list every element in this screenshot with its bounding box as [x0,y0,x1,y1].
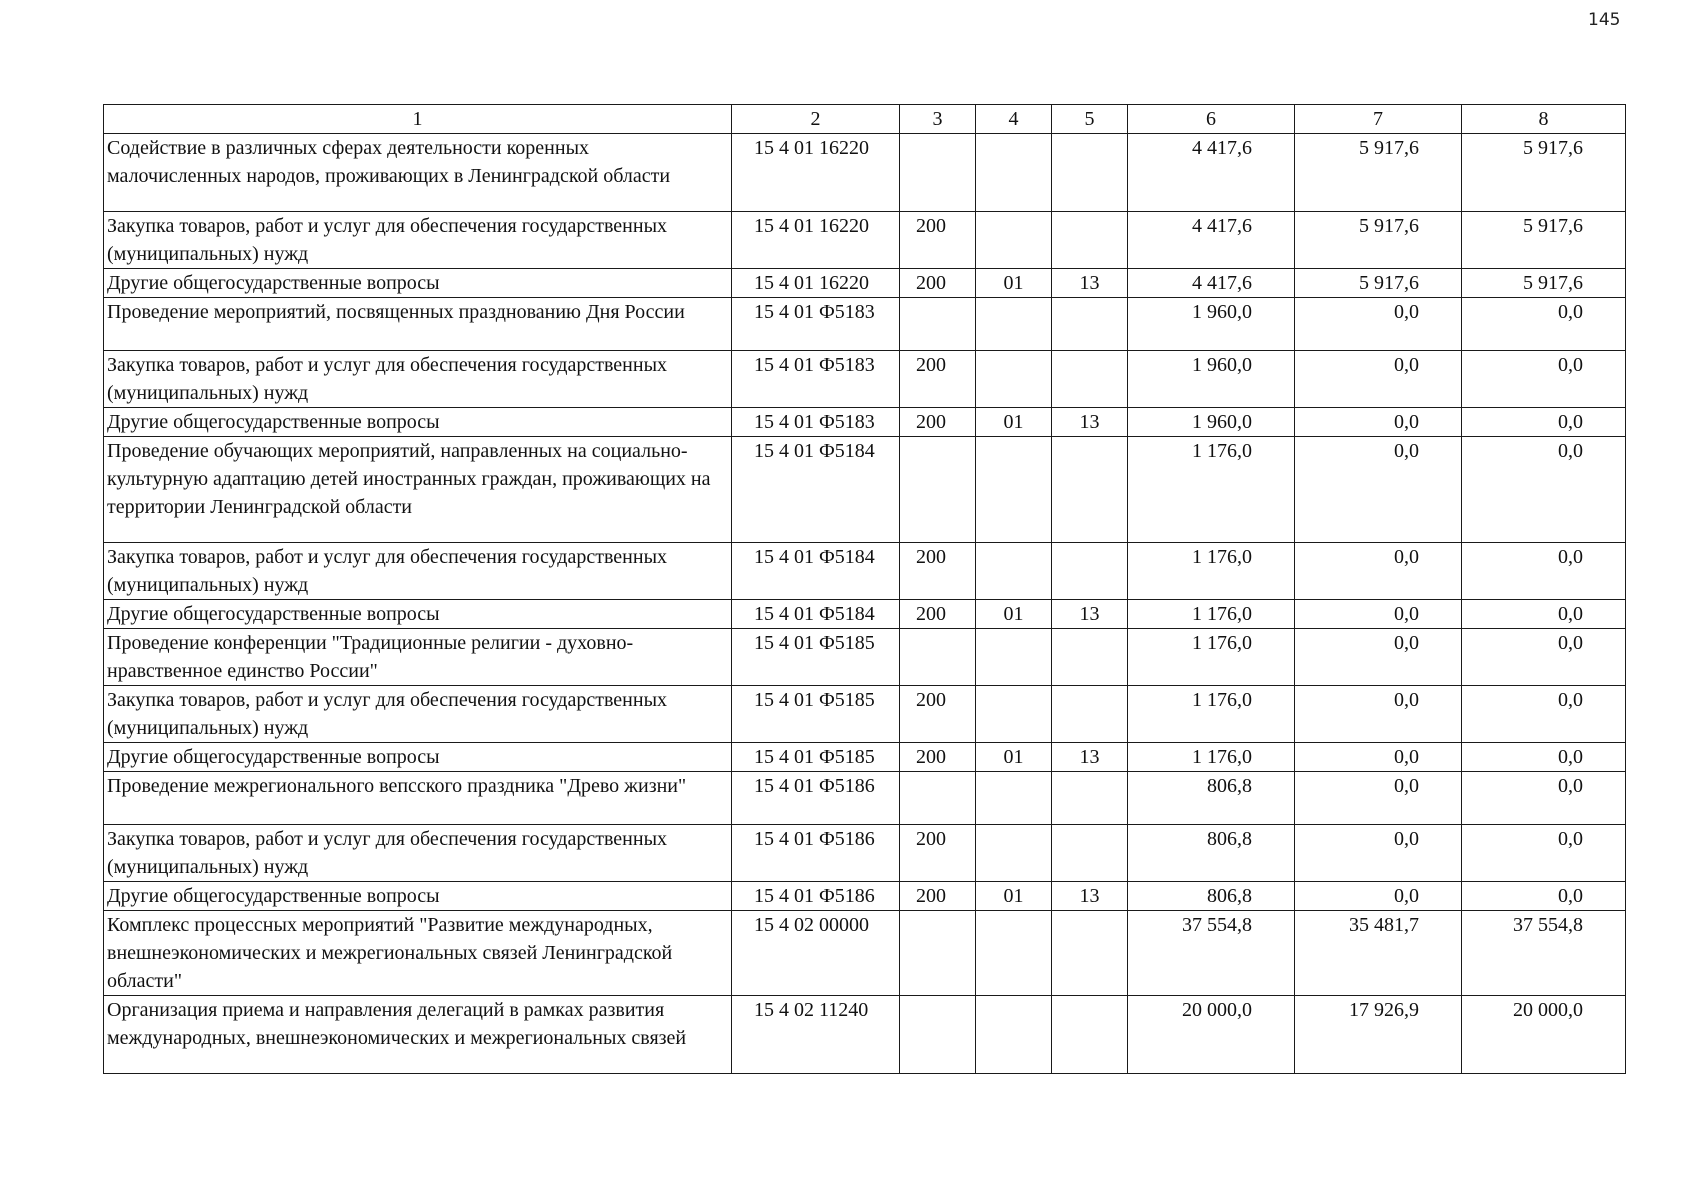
row-value-6-cell: 1 176,0 [1128,600,1295,629]
row-value-7-cell: 0,0 [1295,772,1462,825]
row-value-8-cell: 37 554,8 [1462,911,1626,996]
row-section-cell [976,825,1052,882]
row-vr-cell: 200 [900,825,976,882]
row-subsection-cell: 13 [1052,408,1128,437]
header-cell: 4 [976,105,1052,134]
row-section-cell [976,686,1052,743]
row-vr-cell: 200 [900,600,976,629]
row-value-8-cell: 0,0 [1462,743,1626,772]
row-value-8-cell: 0,0 [1462,600,1626,629]
row-name-cell: Проведение межрегионального вепсского праздника "Древо жизни" [104,772,732,825]
row-value-6-cell: 1 176,0 [1128,629,1295,686]
table-body [104,105,1626,1074]
table-row [104,996,1626,1074]
row-code-cell: 15 4 01 Ф5185 [732,629,900,686]
row-vr-cell [900,772,976,825]
row-code-cell: 15 4 01 Ф5186 [732,825,900,882]
table-row [104,134,1626,212]
row-value-7-cell: 0,0 [1295,629,1462,686]
row-value-8-cell: 0,0 [1462,437,1626,543]
row-section-cell [976,437,1052,543]
row-subsection-cell [1052,437,1128,543]
table-row [104,437,1626,543]
row-name-cell: Другие общегосударственные вопросы [104,408,732,437]
row-name-cell: Другие общегосударственные вопросы [104,743,732,772]
row-vr-cell: 200 [900,212,976,269]
table-row [104,911,1626,996]
row-value-6-cell: 4 417,6 [1128,212,1295,269]
row-code-cell: 15 4 01 Ф5185 [732,686,900,743]
row-name-cell: Другие общегосударственные вопросы [104,882,732,911]
row-value-6-cell: 4 417,6 [1128,269,1295,298]
row-value-8-cell: 0,0 [1462,408,1626,437]
row-value-6-cell: 1 176,0 [1128,686,1295,743]
table-row [104,600,1626,629]
row-value-7-cell: 0,0 [1295,543,1462,600]
row-name-cell: Проведение мероприятий, посвященных празднованию Дня России [104,298,732,351]
row-code-cell: 15 4 01 Ф5184 [732,543,900,600]
row-value-8-cell: 0,0 [1462,772,1626,825]
row-value-8-cell: 0,0 [1462,351,1626,408]
row-name-cell: Комплекс процессных мероприятий "Развитие международных, внешнеэкономических и межрегиональных связей Ленинградской области" [104,911,732,996]
row-name-cell: Закупка товаров, работ и услуг для обеспечения государственных (муниципальных) нужд [104,825,732,882]
row-value-7-cell: 0,0 [1295,600,1462,629]
row-name-cell: Проведение конференции "Традиционные религии - духовно-нравственное единство России" [104,629,732,686]
row-vr-cell [900,437,976,543]
row-subsection-cell [1052,351,1128,408]
row-subsection-cell [1052,772,1128,825]
row-section-cell [976,212,1052,269]
row-name-cell: Организация приема и направления делегаций в рамках развития международных, внешнеэкономических и межрегиональных связей [104,996,732,1074]
header-cell: 7 [1295,105,1462,134]
row-subsection-cell [1052,911,1128,996]
row-subsection-cell [1052,212,1128,269]
row-vr-cell: 200 [900,269,976,298]
row-section-cell [976,772,1052,825]
row-section-cell [976,134,1052,212]
row-section-cell [976,351,1052,408]
row-value-8-cell: 0,0 [1462,825,1626,882]
row-value-7-cell: 0,0 [1295,437,1462,543]
page-number: 145 [1588,10,1621,30]
row-value-6-cell: 806,8 [1128,825,1295,882]
row-code-cell: 15 4 01 Ф5183 [732,408,900,437]
row-code-cell: 15 4 01 Ф5183 [732,351,900,408]
row-subsection-cell: 13 [1052,743,1128,772]
table-row [104,298,1626,351]
header-cell: 3 [900,105,976,134]
row-section-cell: 01 [976,600,1052,629]
row-subsection-cell [1052,686,1128,743]
row-subsection-cell [1052,996,1128,1074]
table-row [104,543,1626,600]
table-row [104,629,1626,686]
row-value-7-cell: 0,0 [1295,686,1462,743]
row-vr-cell [900,996,976,1074]
row-value-7-cell: 0,0 [1295,408,1462,437]
row-value-6-cell: 1 960,0 [1128,351,1295,408]
row-code-cell: 15 4 01 Ф5183 [732,298,900,351]
row-value-7-cell: 0,0 [1295,882,1462,911]
row-value-8-cell: 5 917,6 [1462,212,1626,269]
row-section-cell: 01 [976,882,1052,911]
row-value-7-cell: 0,0 [1295,825,1462,882]
row-section-cell [976,629,1052,686]
row-vr-cell: 200 [900,882,976,911]
row-subsection-cell [1052,134,1128,212]
header-cell: 8 [1462,105,1626,134]
header-row [104,105,1626,134]
header-cell: 6 [1128,105,1295,134]
table-row [104,269,1626,298]
table-row [104,825,1626,882]
header-cell: 5 [1052,105,1128,134]
row-value-8-cell: 0,0 [1462,882,1626,911]
table-row [104,686,1626,743]
row-code-cell: 15 4 01 16220 [732,269,900,298]
row-subsection-cell [1052,298,1128,351]
header-cell: 1 [104,105,732,134]
row-code-cell: 15 4 01 Ф5186 [732,772,900,825]
row-value-8-cell: 0,0 [1462,629,1626,686]
row-code-cell: 15 4 01 Ф5184 [732,437,900,543]
row-vr-cell [900,134,976,212]
row-value-7-cell: 5 917,6 [1295,269,1462,298]
row-value-7-cell: 0,0 [1295,351,1462,408]
row-subsection-cell: 13 [1052,269,1128,298]
row-value-8-cell: 0,0 [1462,686,1626,743]
row-code-cell: 15 4 02 11240 [732,996,900,1074]
table-row [104,351,1626,408]
row-value-7-cell: 17 926,9 [1295,996,1462,1074]
row-name-cell: Закупка товаров, работ и услуг для обеспечения государственных (муниципальных) нужд [104,543,732,600]
table-row [104,772,1626,825]
row-vr-cell [900,298,976,351]
row-name-cell: Содействие в различных сферах деятельности коренных малочисленных народов, проживающих в Ленинградской области [104,134,732,212]
row-value-6-cell: 37 554,8 [1128,911,1295,996]
row-value-8-cell: 20 000,0 [1462,996,1626,1074]
row-code-cell: 15 4 01 16220 [732,134,900,212]
row-value-7-cell: 5 917,6 [1295,134,1462,212]
row-value-7-cell: 35 481,7 [1295,911,1462,996]
row-value-8-cell: 5 917,6 [1462,269,1626,298]
table-row [104,743,1626,772]
row-section-cell: 01 [976,743,1052,772]
table-row [104,882,1626,911]
row-vr-cell: 200 [900,743,976,772]
row-value-8-cell: 0,0 [1462,543,1626,600]
row-subsection-cell: 13 [1052,882,1128,911]
row-section-cell: 01 [976,408,1052,437]
header-cell: 2 [732,105,900,134]
budget-table [103,104,1626,1074]
row-code-cell: 15 4 02 00000 [732,911,900,996]
row-value-8-cell: 5 917,6 [1462,134,1626,212]
row-value-7-cell: 0,0 [1295,298,1462,351]
row-name-cell: Закупка товаров, работ и услуг для обеспечения государственных (муниципальных) нужд [104,351,732,408]
row-section-cell [976,543,1052,600]
row-vr-cell [900,629,976,686]
row-subsection-cell [1052,629,1128,686]
row-subsection-cell [1052,543,1128,600]
table-row [104,408,1626,437]
row-name-cell: Проведение обучающих мероприятий, направленных на социально-культурную адаптацию детей иностранных граждан, проживающих на территории Ленинградской области [104,437,732,543]
row-code-cell: 15 4 01 Ф5184 [732,600,900,629]
row-vr-cell: 200 [900,686,976,743]
row-value-7-cell: 0,0 [1295,743,1462,772]
row-value-8-cell: 0,0 [1462,298,1626,351]
row-vr-cell: 200 [900,408,976,437]
row-value-6-cell: 1 960,0 [1128,298,1295,351]
row-value-6-cell: 20 000,0 [1128,996,1295,1074]
row-value-6-cell: 4 417,6 [1128,134,1295,212]
row-section-cell [976,996,1052,1074]
row-value-7-cell: 5 917,6 [1295,212,1462,269]
row-subsection-cell: 13 [1052,600,1128,629]
row-value-6-cell: 1 176,0 [1128,543,1295,600]
row-vr-cell: 200 [900,543,976,600]
row-value-6-cell: 806,8 [1128,772,1295,825]
row-name-cell: Закупка товаров, работ и услуг для обеспечения государственных (муниципальных) нужд [104,212,732,269]
row-section-cell [976,298,1052,351]
row-code-cell: 15 4 01 Ф5185 [732,743,900,772]
row-value-6-cell: 1 176,0 [1128,437,1295,543]
row-name-cell: Другие общегосударственные вопросы [104,269,732,298]
row-code-cell: 15 4 01 Ф5186 [732,882,900,911]
row-vr-cell [900,911,976,996]
row-name-cell: Закупка товаров, работ и услуг для обеспечения государственных (муниципальных) нужд [104,686,732,743]
row-section-cell: 01 [976,269,1052,298]
row-section-cell [976,911,1052,996]
row-value-6-cell: 1 176,0 [1128,743,1295,772]
row-vr-cell: 200 [900,351,976,408]
row-name-cell: Другие общегосударственные вопросы [104,600,732,629]
row-subsection-cell [1052,825,1128,882]
row-code-cell: 15 4 01 16220 [732,212,900,269]
row-value-6-cell: 1 960,0 [1128,408,1295,437]
row-value-6-cell: 806,8 [1128,882,1295,911]
table-row [104,212,1626,269]
